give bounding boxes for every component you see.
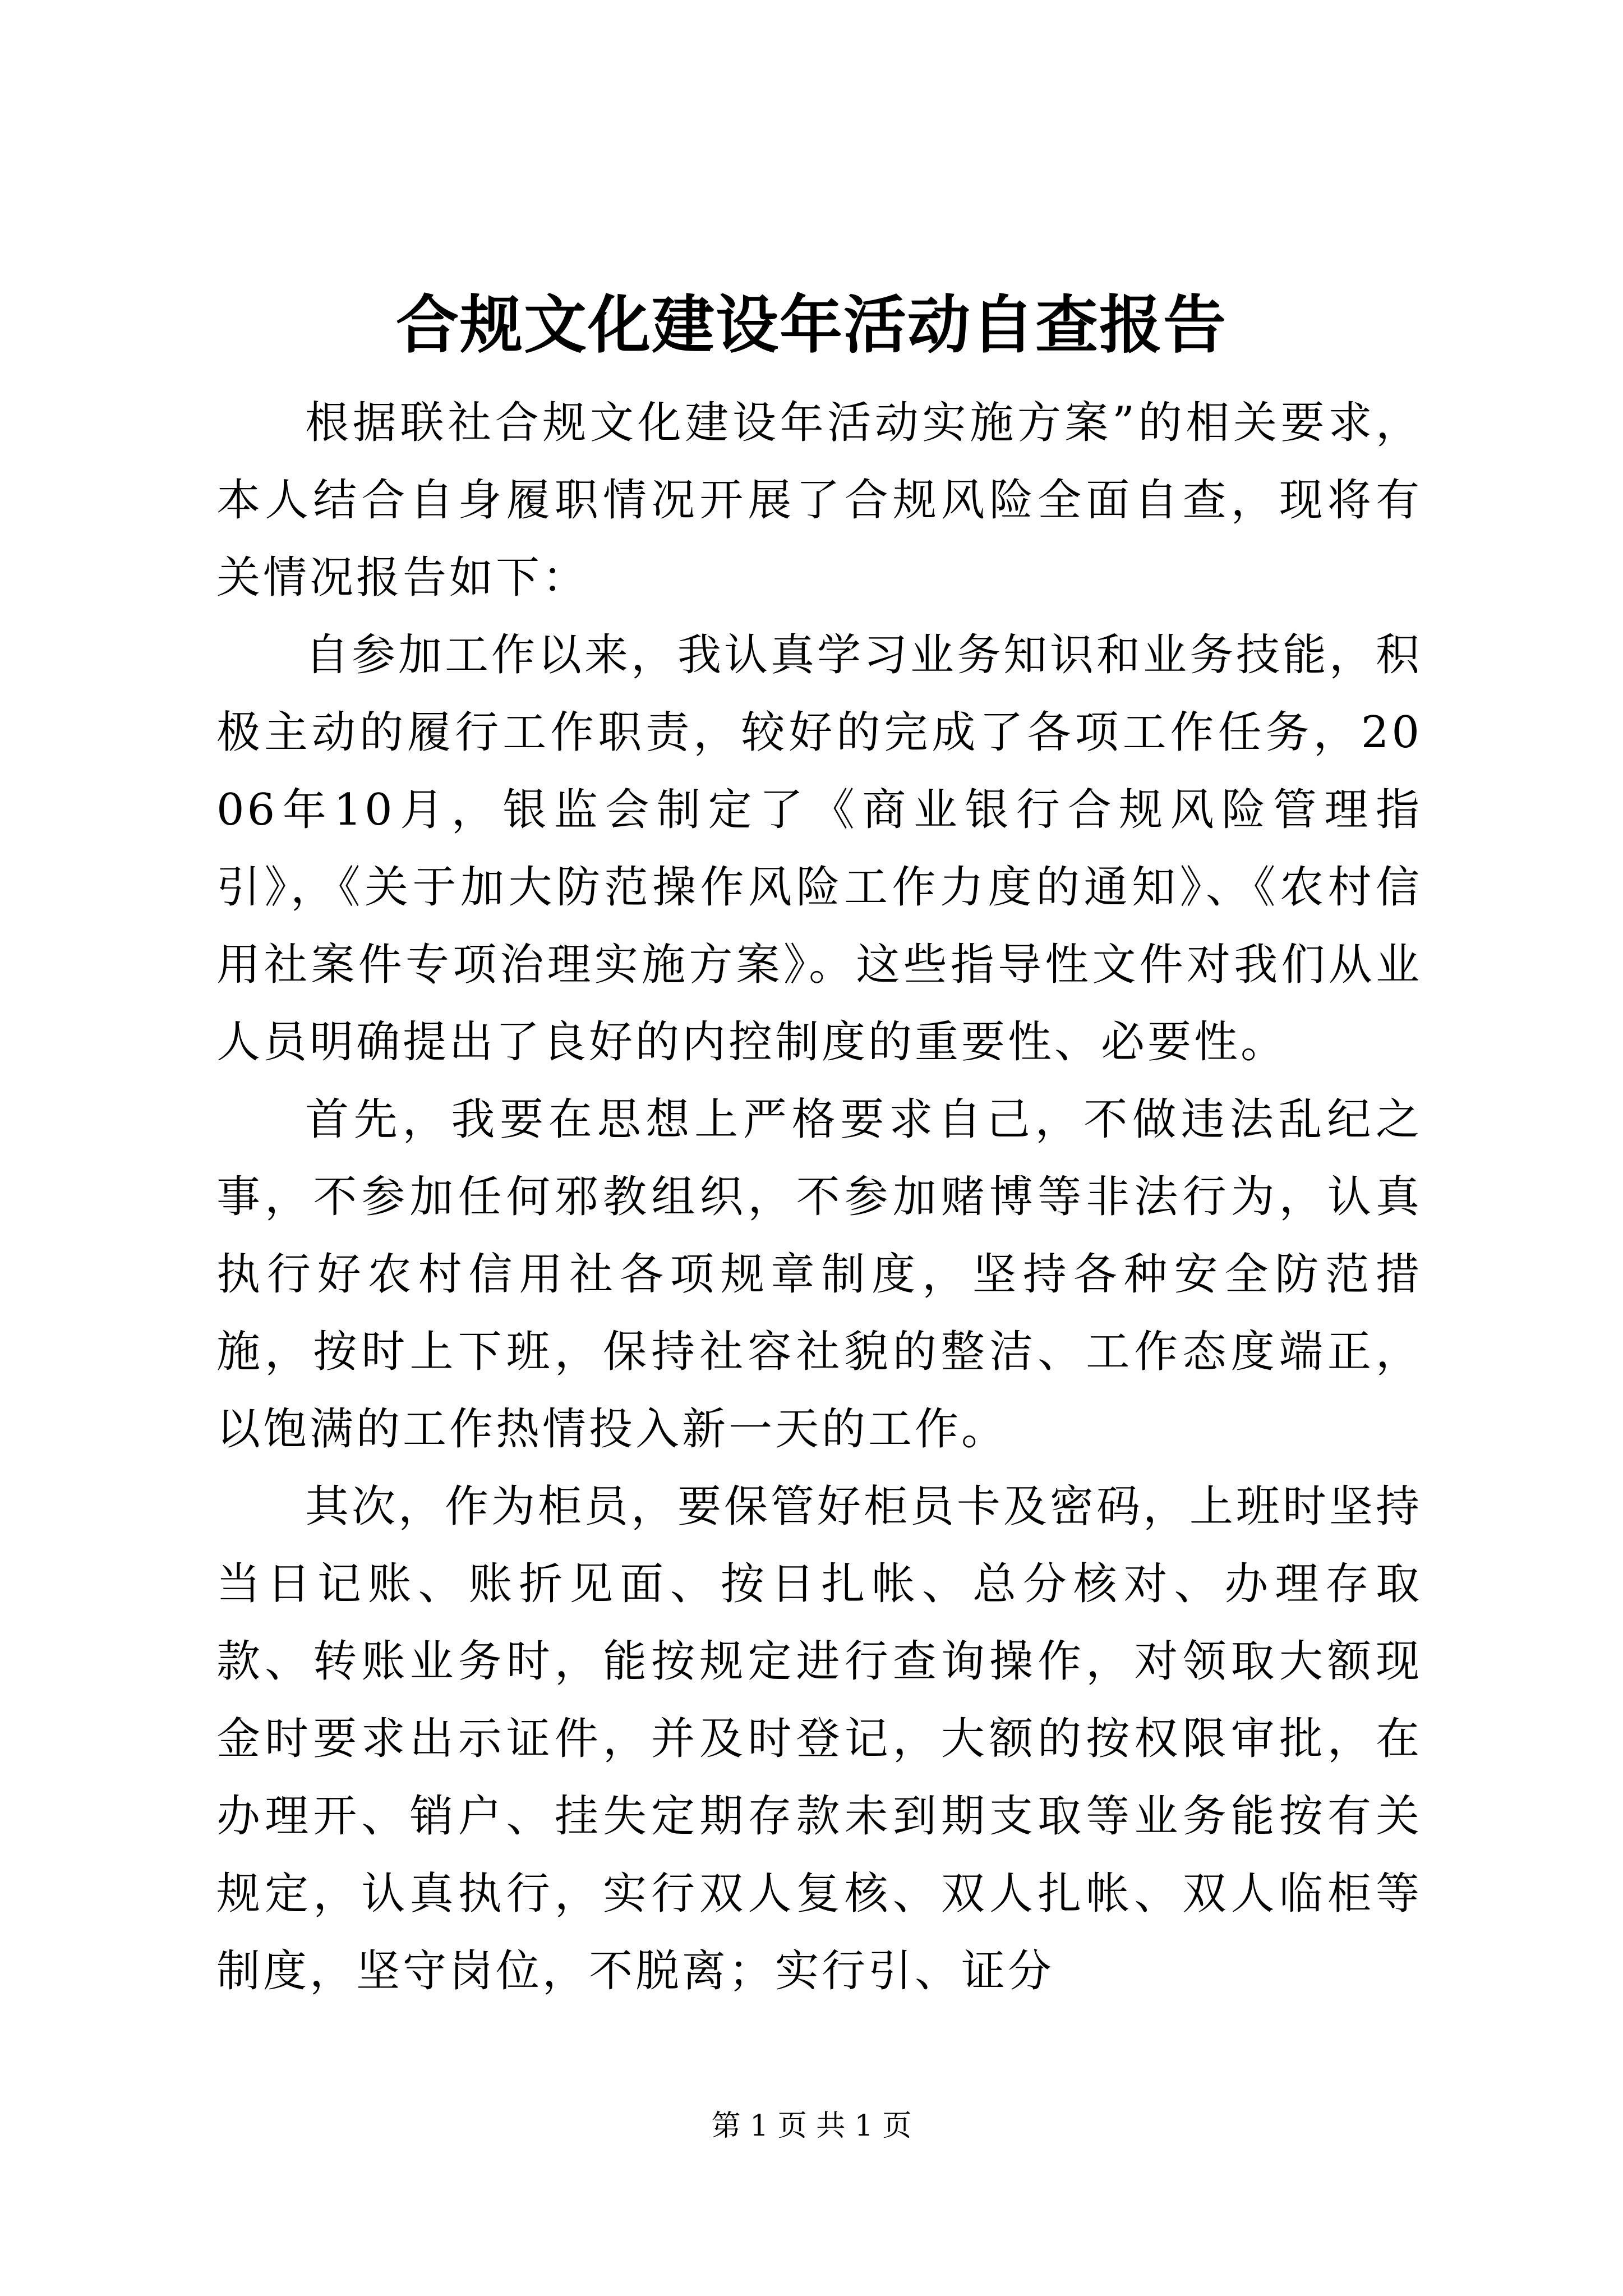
document-title: 合规文化建设年活动自查报告	[396, 288, 1227, 362]
paragraph-first: 首先，我要在思想上严格要求自己，不做违法乱纪之事，不参加任何邪教组织，不参加赌博等非法行为，认真执行好农村信用社各项规章制度，坚持各种安全防范措施，按时上下班，保持社容社貌的整洁、工作态度端正，以饱满的工作热情投入新一天的工作。	[216, 1094, 1422, 1455]
page-footer: 第 1 页 共 1 页	[711, 2109, 912, 2143]
paragraph-intro: 根据联社合规文化建设年活动实施方案”的相关要求，本人结合自身履职情况开展了合规风险全面自查，现将有关情况报告如下：	[216, 398, 1422, 603]
document-body	[216, 384, 1422, 2010]
paragraph-background: 自参加工作以来，我认真学习业务知识和业务技能，积极主动的履行工作职责，较好的完成了各项工作任务，2006年10月，银监会制定了《商业银行合规风险管理指引》，《关于加大防范操作风险工作力度的通知》、《农村信用社案件专项治理实施方案》。这些指导性文件对我们从业人员明确提出了良好的内控制度的重要性、必要性。	[216, 630, 1423, 1068]
paragraph-second: 其次，作为柜员，要保管好柜员卡及密码，上班时坚持当日记账、账折见面、按日扎帐、总分核对、办理存取款、转账业务时，能按规定进行查询操作，对领取大额现金时要求出示证件，并及时登记，大额的按权限审批，在办理开、销户、挂失定期存款未到期支取等业务能按有关规定，认真执行，实行双人复核、双人扎帐、双人临柜等制度，坚守岗位，不脱离；实行引、证分	[216, 1481, 1423, 1996]
